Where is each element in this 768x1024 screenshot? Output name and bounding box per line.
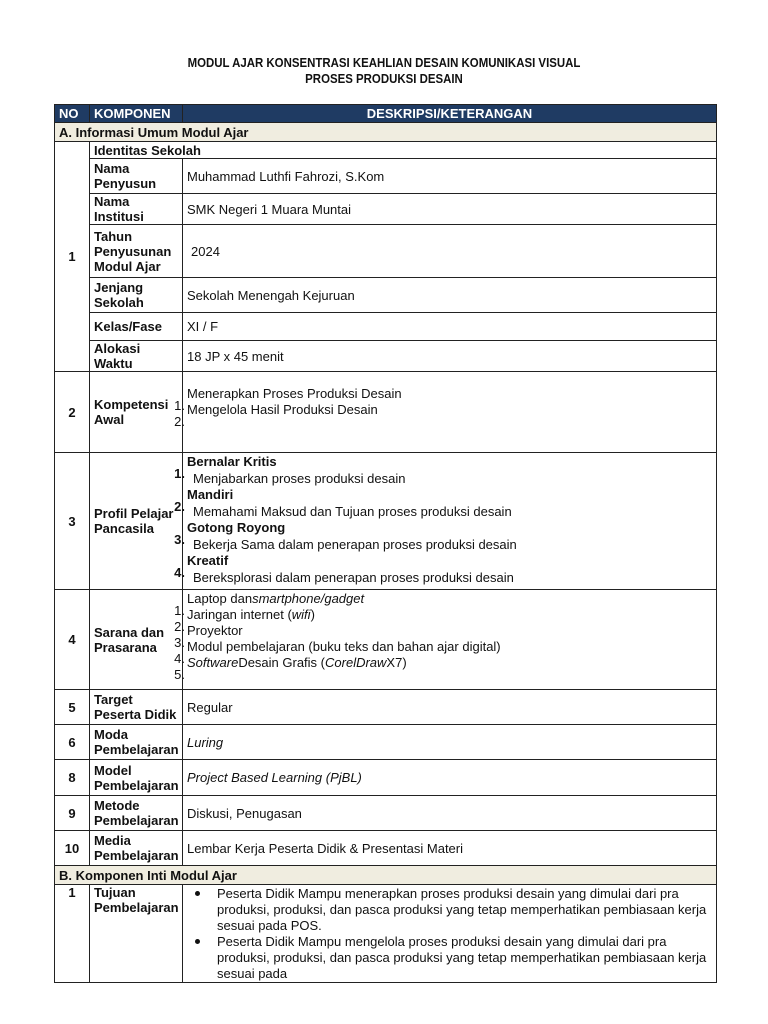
list-item: Peserta Didik Mampu menerapkan proses produksi desain yang dimulai dari pra produksi, produksi, dan pasca produksi yang tetap memperhatikan pembiasaan kerja sesuai pada POS. <box>217 886 712 934</box>
field-label: Media Pembelajaran <box>90 831 183 866</box>
row-no: 6 <box>55 725 90 760</box>
field-value: Sekolah Menengah Kejuruan <box>183 278 717 313</box>
table-row <box>55 831 717 866</box>
row-no: 8 <box>55 760 90 796</box>
table-row <box>55 341 717 372</box>
header-komponen: KOMPONEN <box>90 105 183 123</box>
table-row <box>55 453 717 590</box>
table-row <box>55 590 717 690</box>
field-value: SMK Negeri 1 Muara Muntai <box>183 194 717 225</box>
table-row <box>55 225 717 278</box>
table-row <box>55 690 717 725</box>
table-row <box>55 278 717 313</box>
bullet-icon <box>195 939 200 944</box>
field-label: Kompetensi Awal <box>90 372 183 453</box>
row-no: 1 <box>55 885 90 983</box>
section-a-heading: A. Informasi Umum Modul Ajar <box>55 123 717 142</box>
table-row <box>55 760 717 796</box>
list-item: 1. Laptop dan smartphone/gadget <box>174 591 365 618</box>
modul-table <box>54 104 717 983</box>
field-value: Regular <box>183 690 717 725</box>
list-item-desc: Menjabarkan proses produksi desain <box>193 471 406 486</box>
field-label: Target Peserta Didik <box>90 690 183 725</box>
field-label: Moda Pembelajaran <box>90 725 183 760</box>
field-label: Tahun Penyusunan Modul Ajar <box>90 225 183 278</box>
row-no: 3 <box>55 453 90 590</box>
table-row <box>55 885 717 983</box>
list-item: 1. Bernalar Kritis <box>174 454 277 481</box>
list-item-desc: Memahami Maksud dan Tujuan proses produksi desain <box>193 504 512 519</box>
header-no: NO <box>55 105 90 123</box>
field-label: Model Pembelajaran <box>90 760 183 796</box>
table-row <box>55 725 717 760</box>
field-label: Metode Pembelajaran <box>90 796 183 831</box>
list-item: 4. Kreatif <box>174 553 229 580</box>
table-row <box>55 796 717 831</box>
field-value: 18 JP x 45 menit <box>183 341 717 372</box>
field-value: Lembar Kerja Peserta Didik & Presentasi Materi <box>183 831 717 866</box>
list-item: 2. Mandiri <box>174 487 234 514</box>
field-value: Muhammad Luthfi Fahrozi, S.Kom <box>183 159 717 194</box>
table-row <box>55 194 717 225</box>
header-row <box>55 105 717 123</box>
list-item-desc: Bekerja Sama dalam penerapan proses produksi desain <box>193 537 517 552</box>
row-no: 9 <box>55 796 90 831</box>
list-item-desc: Bereksplorasi dalam penerapan proses produksi desain <box>193 570 514 585</box>
list-item: 4. Modul pembelajaran (buku teks dan bahan ajar digital) <box>174 639 501 666</box>
row-no: 4 <box>55 590 90 690</box>
list-item: 3. Proyektor <box>174 623 243 650</box>
row-no-identitas: 1 <box>55 142 90 372</box>
list-item: 2. Jaringan internet ( wifi ) <box>174 607 315 634</box>
table-row <box>55 313 717 341</box>
title-line-1: MODUL AJAR KONSENTRASI KEAHLIAN DESAIN KOMUNIKASI VISUAL <box>187 55 581 70</box>
tujuan-list <box>183 885 717 983</box>
list-item: 1. Menerapkan Proses Produksi Desain <box>174 386 402 413</box>
field-value: XI / F <box>183 313 717 341</box>
profil-list <box>174 453 717 590</box>
table-row <box>55 372 717 453</box>
title-line-2: PROSES PRODUKSI DESAIN <box>305 71 463 86</box>
identitas-heading: Identitas Sekolah <box>90 142 717 159</box>
field-value: Project Based Learning (PjBL) <box>183 760 717 796</box>
field-label: Nama Penyusun <box>90 159 183 194</box>
list-item: Peserta Didik Mampu mengelola proses produksi desain yang dimulai dari pra produksi, produksi, dan pasca produksi yang tetap memperhatikan pembiasaan kerja sesuai pada <box>217 934 712 982</box>
field-label: Nama Institusi <box>90 194 183 225</box>
kompetensi-list <box>174 372 717 453</box>
row-no: 5 <box>55 690 90 725</box>
row-no: 10 <box>55 831 90 866</box>
field-value: Diskusi, Penugasan <box>183 796 717 831</box>
table-row <box>55 159 717 194</box>
row-no: 2 <box>55 372 90 453</box>
bullet-icon <box>195 891 200 896</box>
field-value: Luring <box>183 725 717 760</box>
field-value: 2024 <box>183 225 717 278</box>
list-item: 3. Gotong Royong <box>174 520 286 547</box>
field-label: Alokasi Waktu <box>90 341 183 372</box>
list-item: 2. Mengelola Hasil Produksi Desain <box>174 402 378 429</box>
field-label: Tujuan Pembelajaran <box>90 885 183 983</box>
field-label: Profil Pelajar Pancasila <box>90 453 183 590</box>
field-label: Sarana dan Prasarana <box>90 590 183 690</box>
section-b-heading: B. Komponen Inti Modul Ajar <box>55 866 717 885</box>
document-title <box>46 55 722 87</box>
field-label: Kelas/Fase <box>90 313 183 341</box>
header-deskripsi: DESKRIPSI/KETERANGAN <box>183 105 717 123</box>
field-label: Jenjang Sekolah <box>90 278 183 313</box>
list-item: 5. Software Desain Grafis ( CorelDraw X7) <box>174 655 407 682</box>
sarana-list <box>174 590 717 690</box>
